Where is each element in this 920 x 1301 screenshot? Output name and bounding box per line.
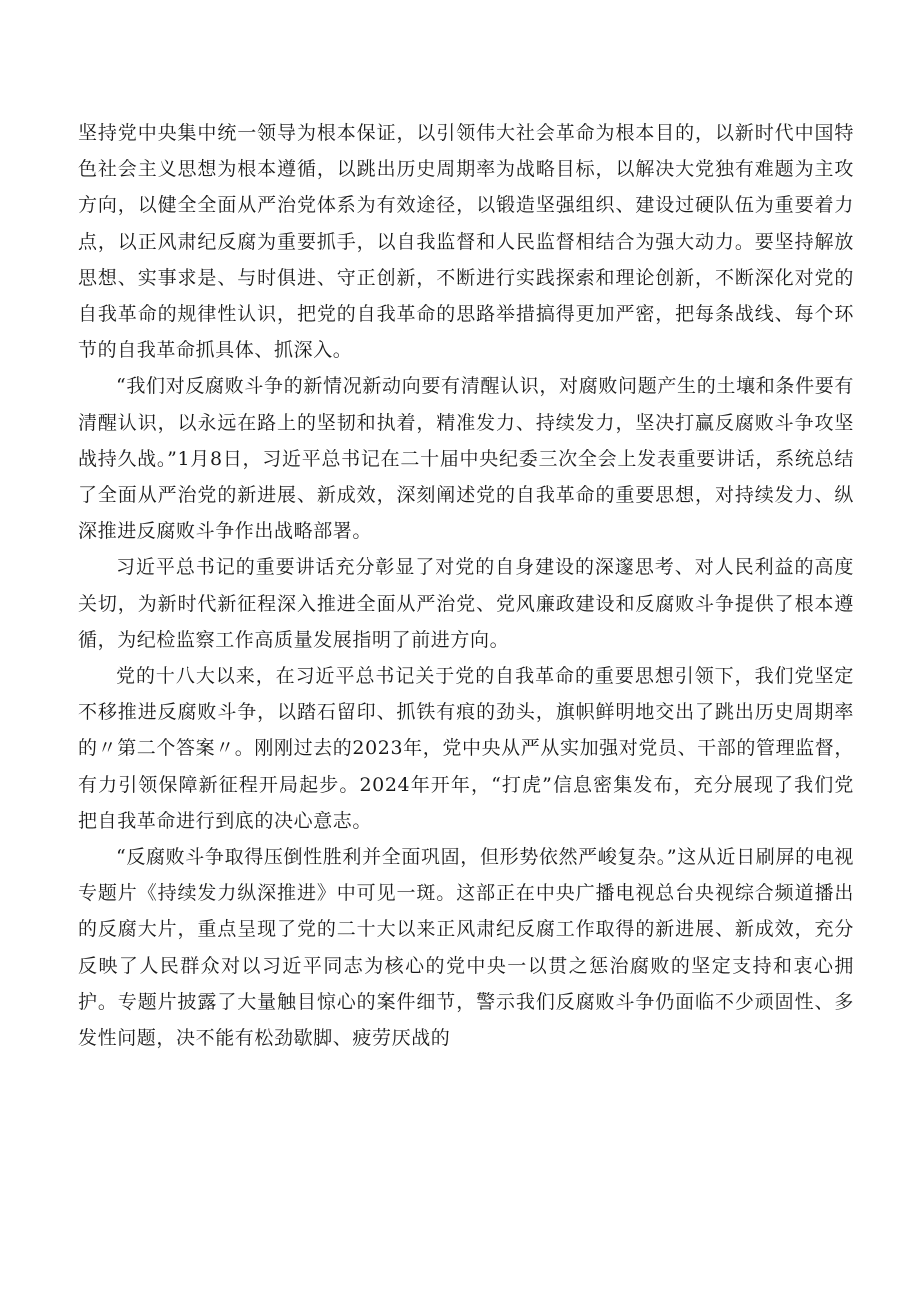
paragraph-5: “反腐败斗争取得压倒性胜利并全面巩固，但形势依然严峻复杂。”这从近日刷屏的电视专题片《持续发力纵深推进》中可见一斑。这部正在中央广播电视总台央视综合频道播出的反腐大片，重点呈现了党的二十大以来正风肃纪反腐工作取得的新进展、新成效，充分反映了人民群众对以习近平同志为核心的党中央一以贯之惩治腐败的坚定支持和衷心拥护。专题片披露了大量触目惊心的案件细节，警示我们反腐败斗争仍面临不少顽固性、多发性问题，决不能有松劲歇脚、疲劳厌战的: [78, 846, 854, 1050]
paragraph-4: 党的十八大以来，在习近平总书记关于党的自我革命的重要思想引领下，我们党坚定不移推进反腐败斗争，以踏石留印、抓铁有痕的劲头，旗帜鲜明地交出了跳出历史周期率的〃第二个答案〃。刚刚过去的2023年，党中央从严从实加强对党员、干部的管理监督，有力引领保障新征程开局起步。2024年开年，“打虎”信息密集发布，充分展现了我们党把自我革命进行到底的决心意志。: [78, 665, 854, 832]
paragraph-2: “我们对反腐败斗争的新情况新动向要有清醒认识，对腐败问题产生的土壤和条件要有清醒认识，以永远在路上的坚韧和执着，精准发力、持续发力，坚决打赢反腐败斗争攻坚战持久战。”1月8日，习近平总书记在二十届中央纪委三次全会上发表重要讲话，系统总结了全面从严治党的新进展、新成效，深刻阐述党的自我革命的重要思想，对持续发力、纵深推进反腐败斗争作出战略部署。: [78, 375, 854, 543]
document-body: [78, 115, 854, 1056]
paragraph-3: 习近平总书记的重要讲话充分彰显了对党的自身建设的深邃思考、对人民利益的高度关切，为新时代新征程深入推进全面从严治党、党风廉政建设和反腐败斗争提供了根本遵循，为纪检监察工作高质量发展指明了前进方向。: [78, 556, 854, 651]
paragraph-1: 坚持党中央集中统一领导为根本保证，以引领伟大社会革命为根本目的，以新时代中国特色社会主义思想为根本遵循，以跳出历史周期率为战略目标，以解决大党独有难题为主攻方向，以健全全面从严治党体系为有效途径，以锻造坚强组织、建设过硬队伍为重要着力点，以正风肃纪反腐为重要抓手，以自我监督和人民监督相结合为强大动力。要坚持解放思想、实事求是、与时俱进、守正创新，不断进行实践探索和理论创新，不断深化对党的自我革命的规律性认识，把党的自我革命的思路举措搞得更加严密，把每条战线、每个环节的自我革命抓具体、抓深入。: [78, 122, 854, 362]
